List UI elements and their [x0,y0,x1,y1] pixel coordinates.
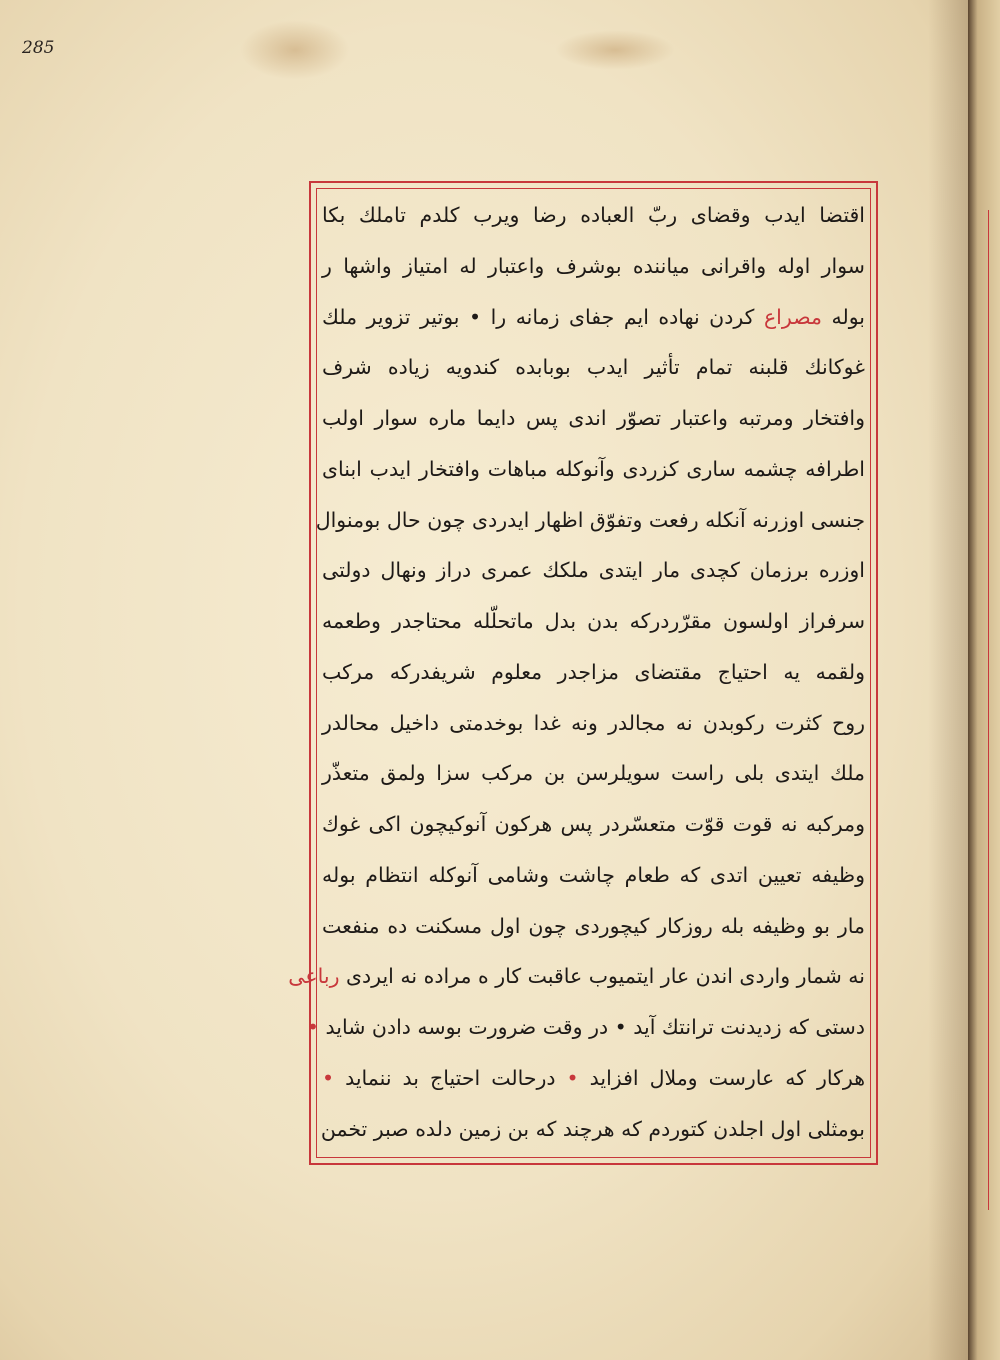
stain-top-right [555,30,675,70]
line-text: ومرکبه نه قوت قوّت متعسّردر پس هرکون آنوکیچون اکی غوك [322,812,865,837]
line-text: هرکار که عارست وملال افزاید [589,1066,866,1091]
folio-number: 285 [22,38,55,58]
text-line [288,957,865,995]
text-line [322,450,865,488]
text-line [322,551,865,589]
line-text: جنسی اوزرنه آنکله رفعت وتفوّق اظهار ایدردی چون حال بومنوال [315,507,865,532]
line-text: غوکانك قلبنه تمام تأثیر ایدب بوبابده کندویه زیاده شرف [322,355,865,380]
line-text: ملك ایتدی بلی راست سویلرسن بن مرکب سزا ولمق متعذّر [322,761,865,786]
line-text: سرفراز اولسون مقرّردرکه بدن بدل ماتحلّله محتاجدر وطعمه [322,609,865,634]
rubric-text: مصراع [763,304,822,329]
line-text: اوزره برزمان کچدی مار ایتدی ملکك عمری دراز ونهال دولتی [322,558,865,583]
line-text: نه شمار واردی اندن عار ایتمیوب عاقبت کار ه مراده نه ایردی [339,964,865,989]
text-line [322,856,865,894]
text-line [322,602,865,640]
text-line [322,1059,865,1097]
line-text: مار بو وظیفه بله روزکار کیچوردی چون اول مسکنت ده منفعت [322,913,865,938]
line-text: بومثلی اول اجلدن کتوردم که هرچند که بن زمین دلده صبر تخمن [320,1116,865,1141]
text-block [288,192,866,1154]
text-line [306,1008,865,1046]
text-line [322,196,865,234]
line-text: دستی که زدیدنت ترانتك آید • در وقت ضرورت بوسه دادن شاید [325,1015,865,1040]
line-text: اقتضا ایدب وقضای ربّ العباده رضا ویرب کلدم تاملك بکا [322,203,865,227]
line-text: ولقمه یه احتیاج مقتضای مزاجدر معلوم شریفدرکه مرکب [322,659,865,684]
text-line [322,653,865,691]
rubric-text: • [322,1066,346,1091]
text-line [322,1110,865,1148]
stain-top [240,20,350,80]
rubric-text: رباعی [288,964,340,989]
line-text: روح کثرت رکوبدن نه مجالدر ونه غدا بوخدمتی داخیل محالدر [322,710,865,735]
text-line [322,298,865,336]
line-text: وافتخار ومرتبه واعتبار تصوّر اندی پس دایما ماره سوار اولب [322,406,865,431]
rubric-text: • [306,1015,326,1040]
line-text: کردن نهاده ایم جفای زمانه را • بوتیر تزویر ملك [322,304,764,329]
line-text: بوله [821,304,865,329]
text-line [322,805,865,843]
next-page-edge [968,0,1000,1360]
text-line [322,348,865,386]
line-text: وظیفه تعیین اتدی که طعام چاشت وشامی آنوکله انتظام بوله [322,862,865,887]
rubric-text: • [555,1066,590,1091]
next-page-frame-line [988,210,989,1210]
text-line [322,247,865,285]
text-line [322,754,865,792]
text-line [322,399,865,437]
line-text: اطرافه چشمه ساری کزردی وآنوکله مباهات وافتخار ایدب ابنای [322,456,865,481]
text-line [322,907,865,945]
text-line [322,704,865,742]
line-text: درحالت احتیاج بد ننماید [345,1066,556,1091]
text-line [315,501,865,539]
line-text: سوار اوله واقرانی میاننده بوشرف واعتبار له امتیاز واشها ر [322,253,865,278]
